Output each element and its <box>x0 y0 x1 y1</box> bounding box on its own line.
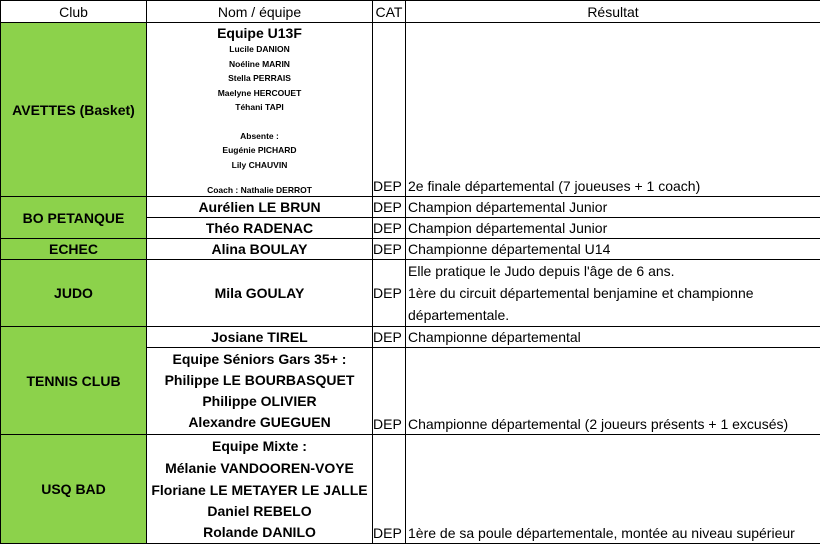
team-cell <box>147 348 373 435</box>
team-title: Equipe U13F <box>217 25 302 41</box>
cat-value: DEP <box>373 241 402 257</box>
club-cell: TENNIS CLUB <box>1 327 147 435</box>
result-text: Championne départemental (2 joueurs présents + 1 excusés) <box>408 416 789 432</box>
person-name: Mila GOULAY <box>214 285 305 301</box>
cat-cell <box>373 348 406 435</box>
name-cell <box>147 327 373 348</box>
cat-cell <box>373 260 406 327</box>
player-name: Daniel REBELO <box>207 503 312 519</box>
result-cell <box>406 218 820 239</box>
name-cell <box>147 260 373 327</box>
club-cell: AVETTES (Basket) <box>1 23 147 197</box>
result-line: Elle pratique le Judo depuis l'âge de 6 ans. <box>408 263 675 279</box>
header-nom: Nom / équipe <box>147 1 373 23</box>
header-club: Club <box>1 1 147 23</box>
person-name: Théo RADENAC <box>205 220 314 236</box>
team-title: Equipe Mixte : <box>212 438 307 454</box>
cat-value: DEP <box>373 525 402 541</box>
header-resultat: Résultat <box>406 1 820 23</box>
result-text: Champion départemental Junior <box>408 199 608 215</box>
table-row <box>1 239 820 260</box>
result-cell <box>406 23 820 197</box>
cat-cell <box>373 239 406 260</box>
table-row <box>1 435 820 544</box>
coach-name: Coach : Nathalie DERROT <box>207 185 312 195</box>
cat-value: DEP <box>373 416 402 432</box>
player-name: Maelyne HERCOUET <box>217 87 302 98</box>
cat-value: DEP <box>373 199 402 215</box>
table-row <box>1 327 820 348</box>
name-cell <box>147 197 373 218</box>
result-text: 1ère de sa poule départementale, montée au niveau supérieur <box>408 525 795 541</box>
result-cell <box>406 327 820 348</box>
person-name: Aurélien LE BRUN <box>198 199 321 215</box>
player-name: Téhani TAPI <box>235 102 284 112</box>
header-row <box>1 1 820 23</box>
cat-value: DEP <box>373 329 402 345</box>
result-line: 1ère du circuit départemental benjamine et championne <box>408 285 754 301</box>
club-cell: ECHEC <box>1 239 147 260</box>
result-text: Champion départemental Junior <box>408 220 608 236</box>
team-cell <box>147 435 373 544</box>
player-name: Mélanie VANDOOREN-VOYE <box>165 460 354 476</box>
result-cell <box>406 260 820 327</box>
cat-cell <box>373 218 406 239</box>
header-cat: CAT <box>373 1 406 23</box>
cat-cell <box>373 327 406 348</box>
player-name: Floriane LE METAYER LE JALLE <box>151 482 368 498</box>
person-name: Alina BOULAY <box>211 241 308 257</box>
result-cell <box>406 239 820 260</box>
cat-value: DEP <box>373 285 402 301</box>
absent-name: Eugénie PICHARD <box>222 145 297 155</box>
cat-cell <box>373 435 406 544</box>
cat-cell <box>373 197 406 218</box>
person-name: Josiane TIREL <box>211 329 308 345</box>
result-text: Championne départemental U14 <box>408 241 611 257</box>
name-cell <box>147 239 373 260</box>
team-cell <box>147 23 373 197</box>
cat-value: DEP <box>373 220 402 236</box>
table-row <box>1 197 820 218</box>
player-name: Stella PERRAIS <box>228 73 291 83</box>
club-cell: USQ BAD <box>1 435 147 544</box>
cat-cell <box>373 23 406 197</box>
player-name: Alexandre GUEGUEN <box>188 414 331 430</box>
result-cell <box>406 435 820 544</box>
club-cell: BO PETANQUE <box>1 197 147 239</box>
result-line: départementale. <box>408 307 510 323</box>
absent-label: Absente : <box>240 130 279 141</box>
absent-name: Lily CHAUVIN <box>231 159 288 170</box>
cat-value: DEP <box>373 178 402 194</box>
result-cell <box>406 197 820 218</box>
table-row <box>1 260 820 327</box>
table-row <box>1 23 820 197</box>
result-text: 2e finale départemental (7 joueuses + 1 coach) <box>408 178 701 194</box>
player-name: Philippe LE BOURBASQUET <box>164 372 355 388</box>
player-name: Rolande DANILO <box>203 524 316 540</box>
club-cell: JUDO <box>1 260 147 327</box>
player-name: Lucile DANION <box>229 44 290 54</box>
player-name: Noéline MARIN <box>229 58 290 69</box>
result-cell <box>406 348 820 435</box>
player-name: Philippe OLIVIER <box>202 393 317 409</box>
result-text: Championne départemental <box>408 329 581 345</box>
team-title: Equipe Séniors Gars 35+ : <box>172 351 347 367</box>
name-cell <box>147 218 373 239</box>
